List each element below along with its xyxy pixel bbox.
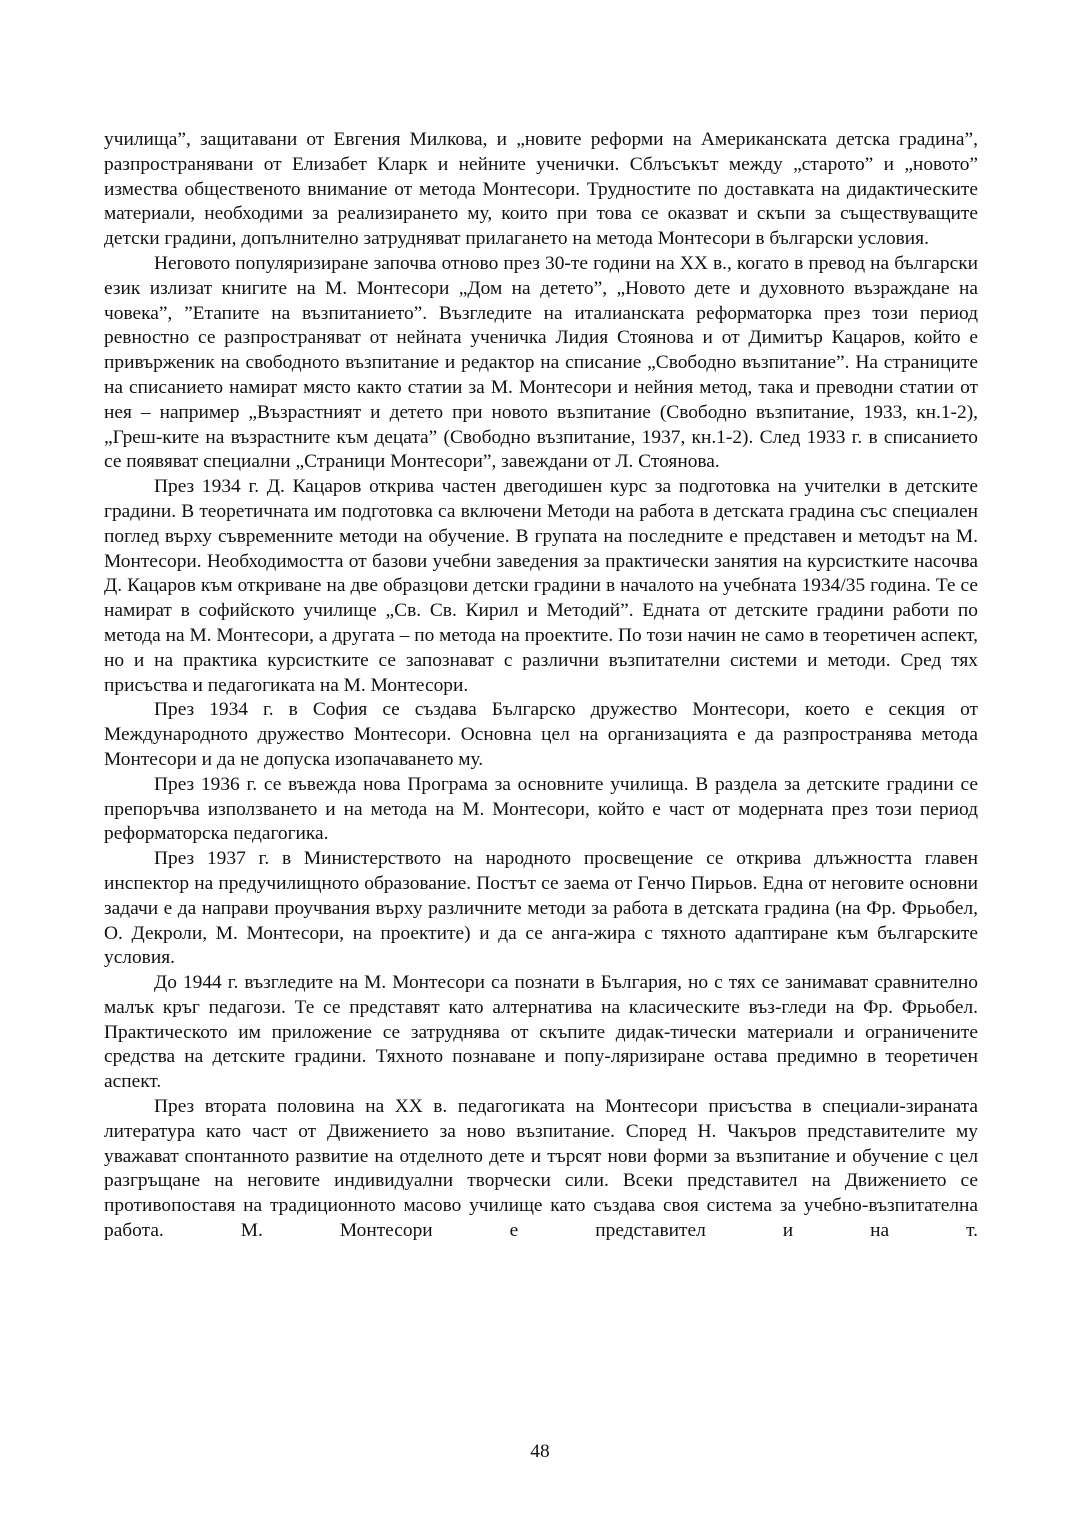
body-text [104, 128, 978, 1244]
paragraph-6: През 1937 г. в Министерството на народното просвещение се открива длъжността главен инспектор на предучилищното образование. Постът се заема от Генчо Пирьов. Една от неговите основни задачи е да направи проучвания върху различните методи за работа в детската градина (на Фр. Фрьобел, О. Декроли, М. Монтесори, на проектите) и да се анга-жира с тяхното адаптиране към българските условия. [104, 848, 978, 969]
paragraph-7: До 1944 г. възгледите на М. Монтесори са познати в България, но с тях се занимават сравнително малък кръг педагози. Те се представят като алтернатива на класическите въз-гледи на Фр. Фрьобел. Практическото им приложение се затруднява от скъпите дидак-тически материали и ограничените средства на детските градини. Тяхното познаване и попу-ляризиране остава предимно в теоретичен аспект. [104, 972, 978, 1093]
paragraph-8: През втората половина на ХХ в. педагогиката на Монтесори присъства в специали-зираната литература като част от Движението за ново възпитание. Според Н. Чакъров представителите му уважават спонтанното развитие на отделното дете и търсят нови форми за възпитание и обучение с цел разгръщане на неговите индивидуални творчески сили. Всеки представител на Движението се противопоставя на традиционното масово училище като създава своя система за учебно-възпитателна работа. М. Монтесори е представител и на т. [104, 1096, 978, 1242]
paragraph-3: През 1934 г. Д. Кацаров открива частен двегодишен курс за подготовка на учителки в детските градини. В теоретичната им подготовка са включени Методи на работа в детската градина със специален поглед върху съвременните методи на обучение. В групата на последните е представен и методът на М. Монтесори. Необходимостта от базови учебни заведения за практически занятия на курсистките насочва Д. Кацаров към откриване на две образцови детски градини в началото на учебната 1934/35 година. Те се намират в софийското училище „Св. Св. Кирил и Методий”. Едната от детските градини работи по метода на М. Монтесори, а другата – по метода на проектите. По този начин не само в теоретичен аспект, но и на практика курсистките се запознават с различни възпитателни системи и методи. Сред тях присъства и педагогиката на М. Монтесори. [104, 476, 978, 696]
paragraph-4: През 1934 г. в София се създава Българско дружество Монтесори, което е секция от Международното дружество Монтесори. Основна цел на организацията е да разпространява метода Монтесори и да не допуска изопачаването му. [104, 699, 978, 770]
paragraph-2: Неговото популяризиране започва отново през 30-те години на ХХ в., когато в превод на български език излизат книгите на М. Монтесори „Дом на детето”, „Новото дете и духовното възраждане на човека”, ”Етапите на възпитанието”. Възгледите на италианската реформаторка през този период ревностно се разпространяват от нейната ученичка Лидия Стоянова и от Димитър Кацаров, който е привърженик на свободното възпитание и редактор на списание „Свободно възпитание”. На страниците на списанието намират място както статии за М. Монтесори и нейния метод, така и преводни статии от нея – например „Възрастният и детето при новото възпитание (Свободно възпитание, 1933, кн.1-2), „Греш-ките на възрастните към децата” (Свободно възпитание, 1937, кн.1-2). След 1933 г. в списанието се появяват специални „Страници Монтесори”, завеждани от Л. Стоянова. [104, 252, 978, 473]
page-number: 48 [530, 1441, 550, 1462]
paragraph-5: През 1936 г. се въвежда нова Програма за основните училища. В раздела за детските градини се препоръчва използването и на метода на М. Монтесори, който е част от модерната през този период реформаторска педагогика. [104, 773, 978, 845]
paragraph-1: училища”, защитавани от Евгения Милкова, и „новите реформи на Американската детска градина”, разпространявани от Елизабет Кларк и нейните ученички. Сблъсъкът между „старото” и „новото” измества общественото внимание от метода Монтесори. Трудностите по доставката на дидактическите материали, необходими за реализирането му, които при това се оказват и скъпи за съществуващите детски градини, допълнително затрудняват прилагането на метода Монтесори в български условия. [104, 129, 978, 250]
